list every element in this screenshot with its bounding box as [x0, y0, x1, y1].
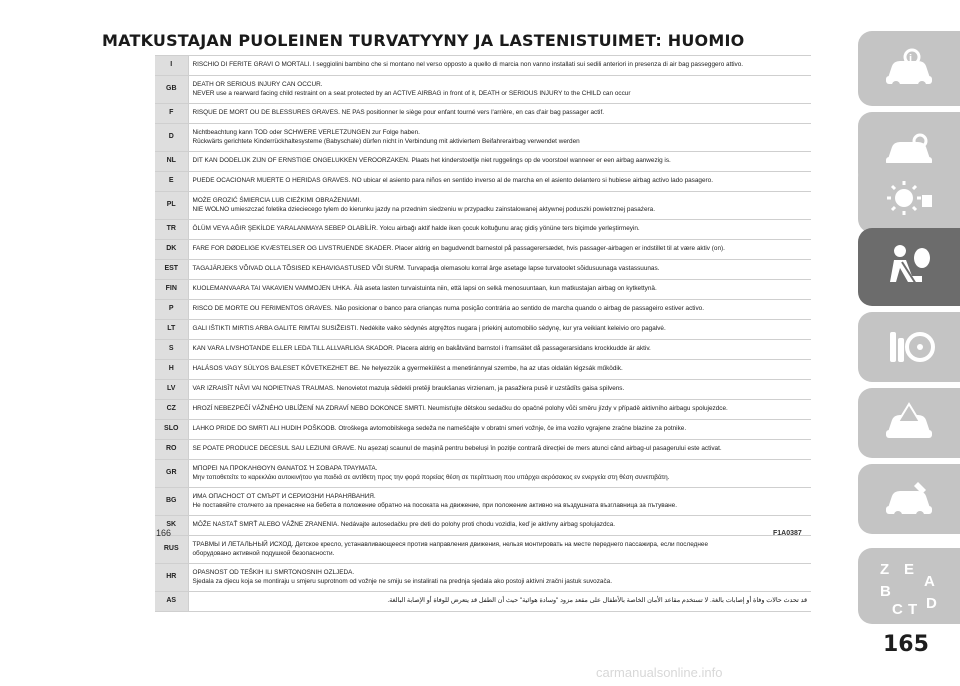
language-code: FIN — [155, 280, 188, 300]
language-code: BG — [155, 488, 188, 516]
language-code: RO — [155, 440, 188, 460]
language-code: S — [155, 340, 188, 360]
warning-text — [188, 460, 811, 488]
language-code: LT — [155, 320, 188, 340]
airbag-passenger-icon — [882, 242, 936, 292]
warning-text-line: Rückwärts gerichtete Kinderrückhaltesysteme (Babyschale) dürfen nicht in Verbindung mit aktiviertem Beifahrerairbag verwendet werden — [192, 137, 580, 145]
warning-text-line: MOŻE GROZIĆ ŚMIERCIA LUB CIEŻKIMI OBRAŻENIAMI. — [192, 196, 362, 204]
warning-text — [188, 56, 811, 76]
language-code: SK — [155, 516, 188, 536]
warning-text-line: TAGAJÄRJEKS VÕIVAD OLLA TÕSISED KEHAVIGASTUSED VÕI SURM. Turvapadja olemasolu korral ärge asetage lapse turvatoolet sõidusuunaga vastassuunas. — [192, 265, 660, 273]
warning-text-line: DIT KAN DODELIJK ZIJN OF ERNSTIGE ONGELUKKEN VEROORZAKEN. Plaats het kinderstoeltje niet ruggelings op de voorstoel wanneer er een airbag aanwezig is. — [192, 157, 671, 165]
car-warning-icon — [882, 402, 936, 444]
language-code: LV — [155, 380, 188, 400]
language-code: P — [155, 300, 188, 320]
warning-text — [188, 420, 811, 440]
warning-text — [188, 536, 811, 564]
index-az-icon — [874, 554, 944, 618]
sidebar-tab-emergency[interactable] — [858, 388, 960, 458]
warning-text — [188, 488, 811, 516]
svg-text:i: i — [909, 53, 913, 64]
language-code: NL — [155, 152, 188, 172]
language-code: SLO — [155, 420, 188, 440]
warning-text-line: RISCHIO DI FERITE GRAVI O MORTALI. I seggiolini bambino che si montano nel verso opposto a quello di marcia non vanno installati sui sedili anteriori in presenza di air bag passeggero attivo. — [192, 61, 744, 69]
figure-id: F1A0387 — [773, 530, 802, 537]
warning-text — [188, 104, 811, 124]
warning-text-line: KUOLEMANVAARA TAI VAKAVIEN VAMMOJEN UHKA. Älä aseta lasten turvaistuinta niin, että lapsi on selkä menosuuntaan, kun matkustajan airbag on kytkettynä. — [192, 285, 657, 293]
warning-row — [155, 320, 811, 340]
warning-text-line: Не поставяйте столчето за пренасяне на бебета в положение обратно на посоката на движение, при положение активно на въздушната възглавница за пътуване. — [192, 501, 678, 509]
warning-row — [155, 56, 811, 76]
warning-text-line: оборудовано активной подушкой безопасности. — [192, 549, 335, 557]
language-code: RUS — [155, 536, 188, 564]
warning-text — [188, 76, 811, 104]
warning-text-line: ÖLÜM VEYA AĞIR ŞEKİLDE YARALANMAYA SEBEP OLABİLİR. Yolcu airbağı aktif halde iken çocuk koltuğunu araç gidiş yönüne ters biçimde yerleştirmeyin. — [192, 225, 640, 233]
warning-text — [188, 340, 811, 360]
index-letter: T — [908, 601, 918, 618]
warning-text — [188, 564, 811, 592]
sidebar-tab-service[interactable] — [858, 464, 960, 534]
warning-text-line: Sjedala za djecu koja se montiraju u smjeru suprotnom od vožnje ne smiju se instalirati na prednja sjedala ako postoji aktivni zračni jastuk suvozača. — [192, 577, 613, 585]
warning-text — [188, 440, 811, 460]
warning-text — [188, 400, 811, 420]
warning-text — [188, 240, 811, 260]
warning-text-line: GALI IŠTIKTI MIRTIS ARBA GALITE RIMTAI SUSIŽEISTI. Nedėkite vaiko sėdynės atgręžtos nugara į priekinį automobilio sėdynę, kur yra veikiant keleivio oro pagalvė. — [192, 325, 666, 333]
warning-row — [155, 76, 811, 104]
warning-text — [188, 592, 811, 612]
warning-row — [155, 592, 811, 612]
index-letter: D — [926, 595, 937, 612]
warning-text-line: DEATH OR SERIOUS INJURY CAN OCCUR. — [192, 80, 323, 88]
warning-text — [188, 192, 811, 220]
warning-row — [155, 260, 811, 280]
warning-text-line: VAR IZRAISĪT NĀVI VAI NOPIETNAS TRAUMAS. Nenovietot mazuļa sēdekli pretēji braukšanas virzienam, ja pasažiera pusē ir uzstādīts gaisa spilvens. — [192, 385, 625, 393]
language-code: DK — [155, 240, 188, 260]
index-letter: C — [892, 601, 903, 618]
warning-row — [155, 300, 811, 320]
warning-row — [155, 380, 811, 400]
car-service-icon — [882, 478, 936, 520]
warning-text-line: MÔŽE NASTAŤ SMRŤ ALEBO VÁŽNE ZRANENIA. Nedávajte autosedačku pre deti do polohy proti chodu vozidla, keď je aktívny airbag spolujazdca. — [192, 521, 616, 529]
language-code: D — [155, 124, 188, 152]
warning-row — [155, 340, 811, 360]
warning-text-line: KAN VARA LIVSHOTANDE ELLER LEDA TILL ALLVARLIGA SKADOR. Placera aldrig en bakåtvänd barnstol i framsätet då passagerarsidans krockkudde är aktiv. — [192, 345, 651, 353]
warning-row — [155, 400, 811, 420]
warning-text-line: RISQUE DE MORT OU DE BLESSURES GRAVES. NE PAS positionner le siège pour enfant tourné vers l'arrière, en cas d'air bag passager actif. — [192, 109, 604, 117]
warning-text — [188, 152, 811, 172]
warning-text-line: OPASNOST OD TEŠKIH ILI SMRTONOSNIH OZLJEDA. — [192, 568, 355, 576]
sidebar-tab-tools[interactable] — [858, 312, 960, 382]
warning-text-line: ΜΠΟΡΕΙ ΝΑ ΠΡΟΚΛΗΘΟΥΝ ΘΑΝΑΤΟΣ Ή ΣΟΒΑΡΑ ΤΡΑΥΜΑΤΑ. — [192, 464, 378, 472]
warning-row — [155, 440, 811, 460]
warning-row — [155, 488, 811, 516]
warning-table-body — [155, 56, 811, 612]
warning-text — [188, 300, 811, 320]
warning-text — [188, 280, 811, 300]
warning-text-line: HALÁSOS VAGY SÚLYOS BALESET KÖVETKEZHET BE. Ne helyezzük a gyermekülést a menetiránnyal szembe, ha az utas oldalán légzsák működik. — [192, 365, 623, 373]
language-code: EST — [155, 260, 188, 280]
warning-text — [188, 360, 811, 380]
warning-text-line: FARE FOR DØDELIGE KVÆSTELSER OG LIVSTRUENDE SKADER. Placer aldrig en bagudvendt barnestol på passagerersædet, hvis passager-airbagen er indstillet til at være aktiv (on). — [192, 245, 725, 253]
warning-text-line: ИМА ОПАСНОСТ ОТ СМЪРТ И СЕРИОЗНИ НАРАНЯВАНИЯ. — [192, 492, 376, 500]
lights-icon — [882, 177, 936, 219]
warning-text — [188, 124, 811, 152]
warning-row — [155, 460, 811, 488]
warning-text-line: NIE WOLNO umieszczać foletika dzieciecego tylem do kierunku jazdy na przednim siedzeniu w przypadku zainstalowanej aktywnej poduszki powietrznej pasażera. — [192, 205, 655, 213]
sidebar-tab-dashboard[interactable] — [858, 31, 960, 106]
warning-row — [155, 152, 811, 172]
warning-row — [155, 124, 811, 152]
warning-table — [155, 55, 811, 612]
language-code: GR — [155, 460, 188, 488]
language-code: GB — [155, 76, 188, 104]
warning-row — [155, 220, 811, 240]
index-letter: A — [924, 573, 935, 590]
warning-text-line: RISCO DE MORTE OU FERIMENTOS GRAVES. Não posicionar o banco para crianças numa posição contrária ao sentido de marcha quando o airbag de passageiro estiver activo. — [192, 305, 704, 313]
page-number: 165 — [883, 632, 929, 657]
index-letter: B — [880, 583, 891, 600]
warning-text-line: LAHKO PRIDE DO SMRTI ALI HUDIH POŠKODB. Otroškega avtomobilskega sedeža ne nameščajte v obratni smeri vožnje, če ima vozilo vgrajene zračne blazine za potnike. — [192, 425, 687, 433]
language-code: TR — [155, 220, 188, 240]
warning-text-line: ТРАВМЫ И ЛЕТАЛЬНЫЙ ИСХОД. Детское кресло, устанавливающееся против направления движения, нельзя монтировать на месте переднего пассажира, если последнее — [192, 540, 709, 548]
warning-text — [188, 320, 811, 340]
sidebar-tab-index[interactable] — [858, 548, 960, 624]
warning-row — [155, 104, 811, 124]
language-code: HR — [155, 564, 188, 592]
language-code: E — [155, 172, 188, 192]
warning-text-line: HROZÍ NEBEZPEČÍ VÁŽNÉHO UBLÍŽENÍ NA ZDRAVÍ NEBO DOKONCE SMRTI. Neumisťujte dětskou sedačku do opačné polohy vůči směru jízdy v případě aktivního airbagu spolujezdce. — [192, 405, 728, 413]
warning-text-line: Nichtbeachtung kann TOD oder SCHWERE VERLETZUNGEN zur Folge haben. — [192, 128, 420, 136]
warning-text — [188, 260, 811, 280]
warning-row — [155, 536, 811, 564]
warning-row — [155, 240, 811, 260]
page-title: MATKUSTAJAN PUOLEINEN TURVATYYNY JA LASTENISTUIMET: HUOMIO — [102, 31, 745, 50]
language-code: CZ — [155, 400, 188, 420]
warning-text-line: قد تحدث حالات وفاة أو إصابات بالغة. لا تستخدم مقاعد الأمان الخاصة بالأطفال على مقعد مزود "وسادة هوائية" حيث أن الطفل قد يتعرض للوفاة أو الإصابة البالغة. — [387, 597, 807, 605]
warning-row — [155, 192, 811, 220]
warning-row — [155, 516, 811, 536]
warning-text — [188, 380, 811, 400]
sidebar-tab-airbag[interactable] — [858, 228, 960, 306]
warning-text-line: SE POATE PRODUCE DECESUL SAU LEZIUNI GRAVE. Nu așezați scaunul de mașină pentru bebeluși în poziție contrară direcției de mers atunci când airbag-ul pasagerului este activat. — [192, 445, 722, 453]
language-code: F — [155, 104, 188, 124]
index-letter: E — [904, 561, 915, 578]
sidebar-tab-lights[interactable] — [858, 163, 960, 233]
warning-text-line: Μην τοποθετείτε το καρεκλάκι αυτοκινήτου για παιδιά σε αντίθετη προς την φορά πορείας θέση σε περίπτωση που υπάρχει αερόσακος εν ενεργεία στη θέση συνεπιβάτη. — [192, 473, 670, 481]
warning-text — [188, 220, 811, 240]
tools-steering-icon — [882, 326, 936, 368]
warning-text — [188, 516, 811, 536]
warning-row — [155, 420, 811, 440]
language-code: PL — [155, 192, 188, 220]
footer-watermark: carmanualsonline.info — [596, 665, 723, 680]
warning-text-line: NEVER use a rearward facing child restraint on a seat protected by an ACTIVE AIRBAG in front of it, DEATH or SERIOUS INJURY to the CHILD can occur — [192, 89, 631, 97]
warning-row — [155, 360, 811, 380]
warning-row — [155, 280, 811, 300]
warning-row — [155, 172, 811, 192]
left-page-number: 166 — [156, 528, 172, 538]
dashboard-car-icon — [882, 48, 936, 90]
language-code: I — [155, 56, 188, 76]
index-letter: Z — [880, 561, 890, 578]
warning-text — [188, 172, 811, 192]
language-code: H — [155, 360, 188, 380]
warning-row — [155, 564, 811, 592]
warning-text-line: PUEDE OCACIONAR MUERTE O HERIDAS GRAVES. NO ubicar el asiento para niños en sentido inverso al de marcha en el asiento delantero si hubiese airbag activo lado pasagero. — [192, 177, 713, 185]
language-code: AS — [155, 592, 188, 612]
